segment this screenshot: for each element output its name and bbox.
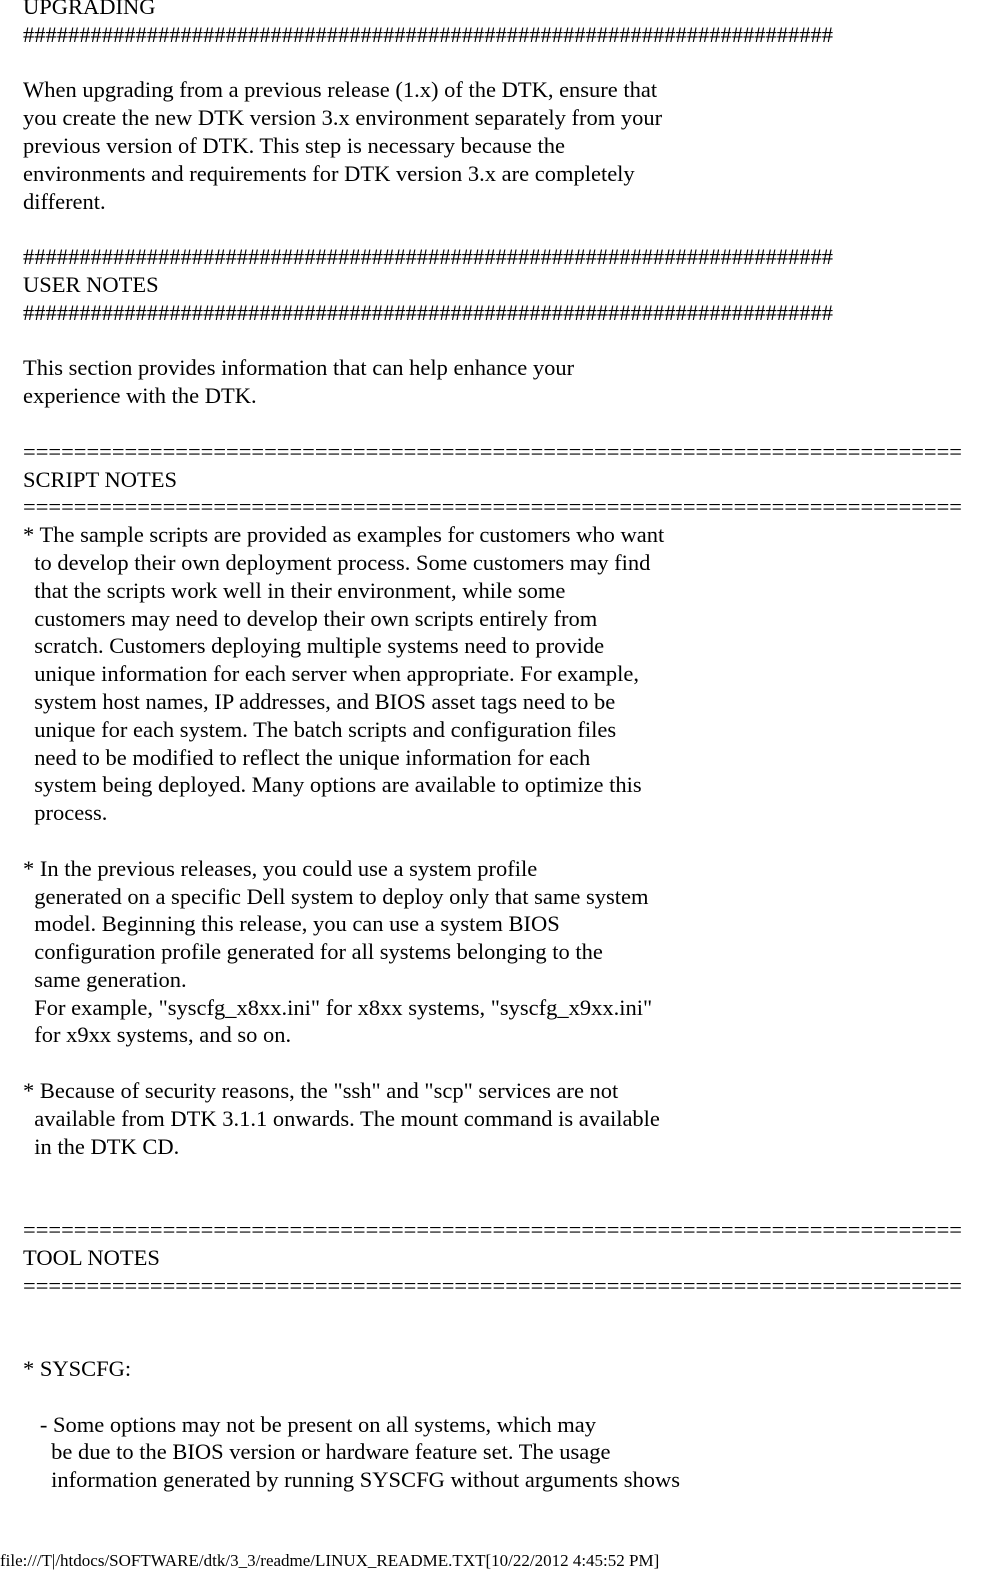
- text-line: When upgrading from a previous release (1.x) of the DTK, ensure that: [23, 77, 658, 103]
- text-line: ########################################################################: [23, 21, 833, 47]
- text-line: for x9xx systems, and so on.: [23, 1022, 292, 1048]
- text-line: For example, "syscfg_x8xx.ini" for x8xx systems, "syscfg_x9xx.ini": [23, 994, 653, 1020]
- text-line: SCRIPT NOTES: [23, 466, 177, 492]
- text-line: ########################################################################: [23, 244, 833, 270]
- text-line: UPGRADING: [23, 0, 156, 19]
- text-line: you create the new DTK version 3.x environment separately from your: [23, 105, 663, 131]
- text-line: [23, 1383, 962, 1411]
- text-line: ########################################################################: [23, 299, 833, 325]
- text-line: [23, 327, 962, 355]
- text-line: [23, 1160, 962, 1188]
- text-line: [23, 49, 962, 77]
- text-line: [23, 410, 962, 438]
- text-line: [23, 215, 962, 243]
- text-line: USER NOTES: [23, 271, 159, 297]
- text-line: ==========================================================================: [23, 1217, 963, 1243]
- text-line: environments and requirements for DTK version 3.x are completely: [23, 160, 635, 186]
- text-line: model. Beginning this release, you can use a system BIOS: [23, 911, 560, 937]
- text-line: that the scripts work well in their environment, while some: [23, 577, 566, 603]
- text-line: to develop their own deployment process. Some customers may find: [23, 549, 651, 575]
- text-line: generated on a specific Dell system to deploy only that same system: [23, 883, 649, 909]
- text-line: different.: [23, 188, 106, 214]
- text-line: ==========================================================================: [23, 438, 963, 464]
- text-line: customers may need to develop their own scripts entirely from: [23, 605, 598, 631]
- text-line: * In the previous releases, you could use a system profile: [23, 855, 538, 881]
- text-line: [23, 1188, 962, 1216]
- text-line: ==========================================================================: [23, 1272, 963, 1298]
- text-line: [23, 1327, 962, 1355]
- text-line: previous version of DTK. This step is necessary because the: [23, 132, 565, 158]
- text-line: unique information for each server when appropriate. For example,: [23, 661, 640, 687]
- readme-text: [23, 0, 962, 1494]
- text-line: experience with the DTK.: [23, 383, 257, 409]
- text-line: system host names, IP addresses, and BIOS asset tags need to be: [23, 688, 616, 714]
- print-footer-url: file:///T|/htdocs/SOFTWARE/dtk/3_3/readme/LINUX_README.TXT[10/22/2012 4:45:52 PM]: [0, 1551, 660, 1570]
- text-line: configuration profile generated for all systems belonging to the: [23, 939, 603, 965]
- text-line: ==========================================================================: [23, 494, 963, 520]
- text-line: * The sample scripts are provided as examples for customers who want: [23, 522, 665, 548]
- text-line: available from DTK 3.1.1 onwards. The mount command is available: [23, 1105, 660, 1131]
- text-line: [23, 827, 962, 855]
- text-line: * Because of security reasons, the "ssh" and "scp" services are not: [23, 1078, 619, 1104]
- text-line: TOOL NOTES: [23, 1244, 160, 1270]
- text-line: [23, 1049, 962, 1077]
- text-line: in the DTK CD.: [23, 1133, 180, 1159]
- text-line: This section provides information that can help enhance your: [23, 355, 575, 381]
- text-line: be due to the BIOS version or hardware feature set. The usage: [23, 1439, 611, 1465]
- text-line: scratch. Customers deploying multiple systems need to provide: [23, 633, 605, 659]
- text-line: - Some options may not be present on all systems, which may: [23, 1411, 597, 1437]
- text-line: process.: [23, 800, 108, 826]
- text-line: same generation.: [23, 966, 187, 992]
- text-line: unique for each system. The batch scripts and configuration files: [23, 716, 617, 742]
- text-line: need to be modified to reflect the unique information for each: [23, 744, 591, 770]
- text-line: system being deployed. Many options are available to optimize this: [23, 772, 642, 798]
- text-line: [23, 1299, 962, 1327]
- text-line: * SYSCFG:: [23, 1356, 132, 1382]
- text-line: information generated by running SYSCFG without arguments shows: [23, 1467, 681, 1493]
